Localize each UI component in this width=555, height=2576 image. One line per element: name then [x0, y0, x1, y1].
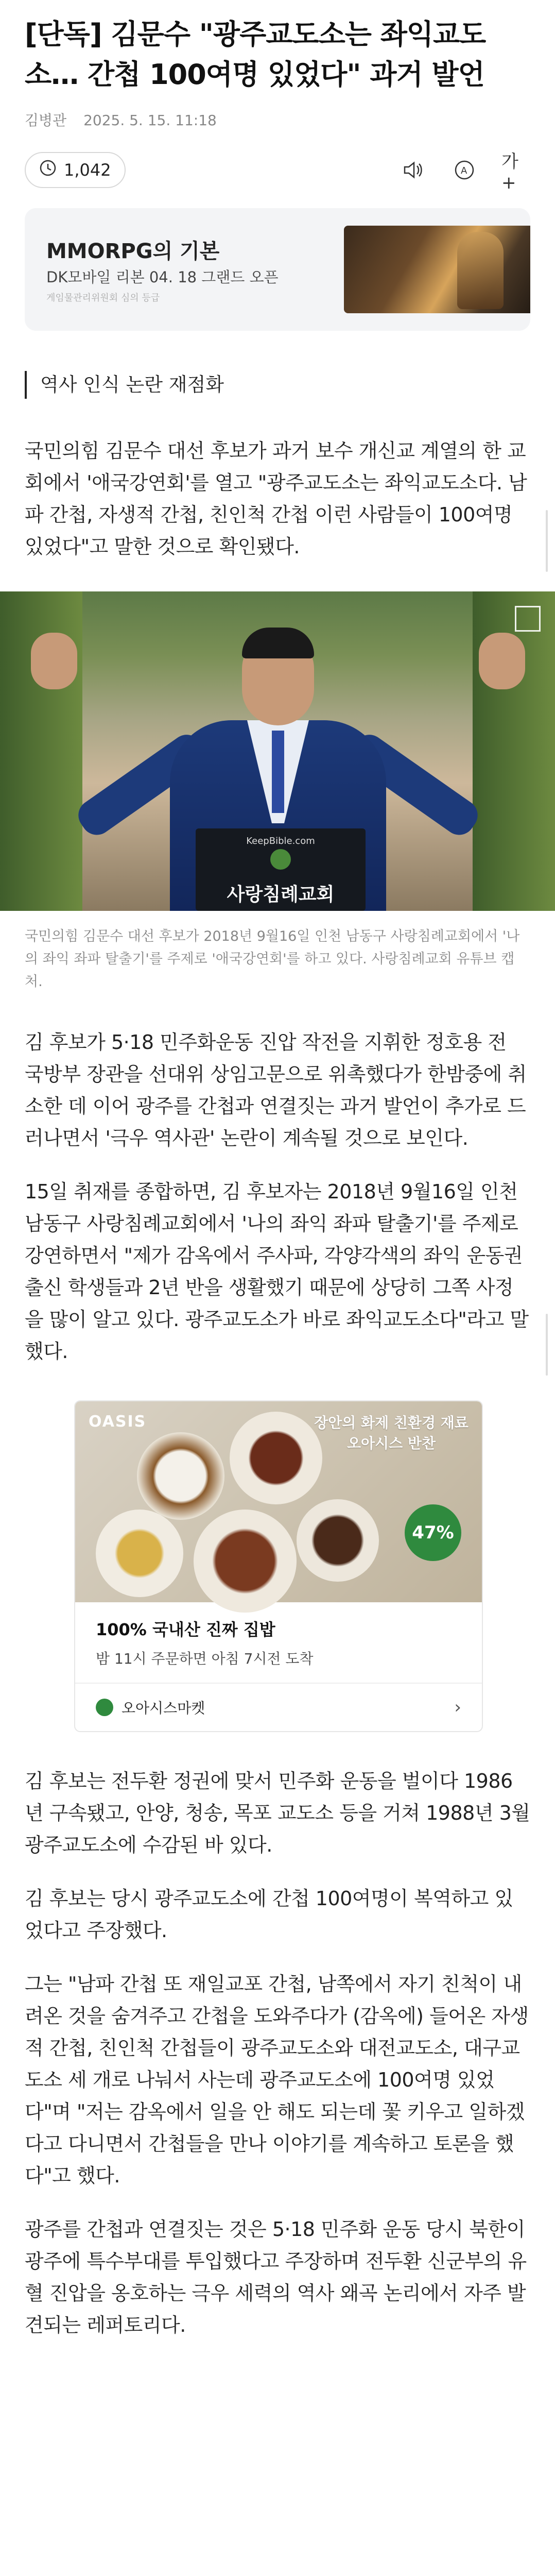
expand-icon[interactable]	[515, 606, 541, 632]
comment-button[interactable]	[25, 152, 126, 188]
article-paragraph-6: 그는 "남파 간첩 또 재일교포 간첩, 남쪽에서 자기 친척이 내려온 것을 숨겨주고 간첩을 도와주다가 (감옥에) 들어온 자생적 간첩, 친인척 간첩들이 광주교도소와 대전교도소, 대구교도소 세 개로 나눠서 사는데 광주교도소에 100여명 있었다"며 "저는 감옥에서 일을 안 해도 되는데 꽃 키우고 일하겠다고 다니면서 간첩들을 만나 이야기를 계속하고 토론을 했다"고 했다.	[25, 1973, 529, 2187]
article-paragraph-5: 김 후보는 당시 광주교도소에 간첩 100여명이 복역하고 있었다고 주장했다.	[25, 1887, 513, 1942]
scroll-indicator[interactable]	[546, 510, 548, 572]
section-heading: 역사 인식 논란 재점화	[25, 371, 530, 399]
article-toolbar	[0, 130, 555, 191]
article-title: [단독] 김문수 "광주교도소는 좌익교도소… 간첩 100여명 있었다" 과거 발언	[25, 18, 486, 91]
ad-mid-footer[interactable]	[75, 1683, 482, 1731]
article-meta	[0, 95, 555, 130]
svg-text:A: A	[461, 165, 467, 176]
ad-mid-brand: 오아시스마켓	[96, 1697, 205, 1718]
article-paragraph-2: 김 후보가 5·18 민주화운동 진압 작전을 지휘한 정호용 전 국방부 장관을 선대위 상임고문으로 위촉했다가 한밤중에 취소한 데 이어 광주를 간첩과 연결짓는 과거 발언이 추가로 드러나면서 '극우 역사관' 논란이 계속될 것으로 보인다.	[25, 1031, 527, 1149]
font-size-button[interactable]: 가+	[501, 151, 518, 193]
article-paragraph-4: 김 후보는 전두환 정권에 맞서 민주화 운동을 벌이다 1986년 구속됐고, 안양, 청송, 목포 교도소 등을 거쳐 1988년 3월 광주교도소에 수감된 바 있다.	[25, 1770, 530, 1856]
ad-mid-subtext: 밤 11시 주문하면 아침 7시전 도착	[96, 1650, 314, 1667]
podium-church-name: 사랑침례교회	[227, 884, 335, 905]
reader-tools	[398, 151, 530, 193]
chevron-right-icon[interactable]: ›	[454, 1697, 461, 1718]
photo-caption: 국민의힘 김문수 대선 후보가 2018년 9월16일 인천 남동구 사랑침례교회에서 '나의 좌익 좌파 탈출기'를 주제로 '애국강연회'를 하고 있다. 사랑침례교회 유튜브 캡처.	[25, 928, 520, 990]
discount-badge: 47%	[405, 1504, 461, 1561]
publish-datetime: 2025. 5. 15. 11:18	[83, 112, 217, 129]
article-photo[interactable]	[0, 591, 555, 911]
ad-mid-headline: 100% 국내산 진짜 집밥	[96, 1620, 275, 1639]
ad-top-title: MMORPG의 기본	[46, 240, 220, 263]
ad-top-subtitle: DK모바일 리본 04. 18 그랜드 오픈	[46, 268, 279, 286]
speaker-icon[interactable]	[398, 156, 427, 184]
article-paragraph-3: 15일 취재를 종합하면, 김 후보자는 2018년 9월16일 인천 남동구 사랑침례교회에서 '나의 좌익 좌파 탈출기'를 주제로 강연하면서 "제가 감옥에서 주사파, 각양각색의 좌익 운동권 출신 학생들과 2년 반을 생활했기 때문에 상당히 그쪽 사정을 많이 알고 있다. 광주교도소가 바로 좌익교도소다"라고 말했다.	[25, 1180, 529, 1363]
ad-mid-banner: 장안의 화제 친환경 재료 오아시스 반찬	[314, 1414, 469, 1452]
author-name[interactable]: 김병관	[25, 112, 67, 129]
ad-top-rating: 게임물관리위원회 심의 등급	[46, 293, 160, 303]
ad-mid-image	[75, 1401, 482, 1602]
church-logo-icon	[270, 849, 291, 870]
podium-url: KeepBible.com	[246, 836, 315, 846]
comment-count: 1,042	[64, 160, 111, 180]
article-paragraph-1: 국민의힘 김문수 대선 후보가 과거 보수 개신교 계열의 한 교회에서 '애국강연회'를 열고 "광주교도소는 좌익교도소다. 남파 간첩, 자생적 간첩, 친인척 간첩 이런 사람들이 100여명 있었다"고 말한 것으로 확인됐다.	[25, 439, 527, 558]
oasis-brand-icon	[96, 1699, 113, 1716]
oasis-logo: OASIS	[89, 1413, 147, 1431]
podium	[196, 828, 366, 911]
scroll-indicator[interactable]	[546, 1314, 548, 1376]
ad-top-image	[344, 226, 530, 313]
article-paragraph-7: 광주를 간첩과 연결짓는 것은 5·18 민주화 운동 당시 북한이 광주에 특수부대를 투입했다고 주장하며 전두환 신군부의 유혈 진압을 옹호하는 극우 세력의 역사 왜곡 논리에서 자주 발견되는 레퍼토리다.	[25, 2218, 527, 2336]
ad-banner-mid[interactable]	[74, 1400, 483, 1732]
translate-icon[interactable]	[450, 156, 479, 184]
comment-icon	[39, 159, 57, 181]
ad-banner-top[interactable]	[25, 208, 530, 331]
